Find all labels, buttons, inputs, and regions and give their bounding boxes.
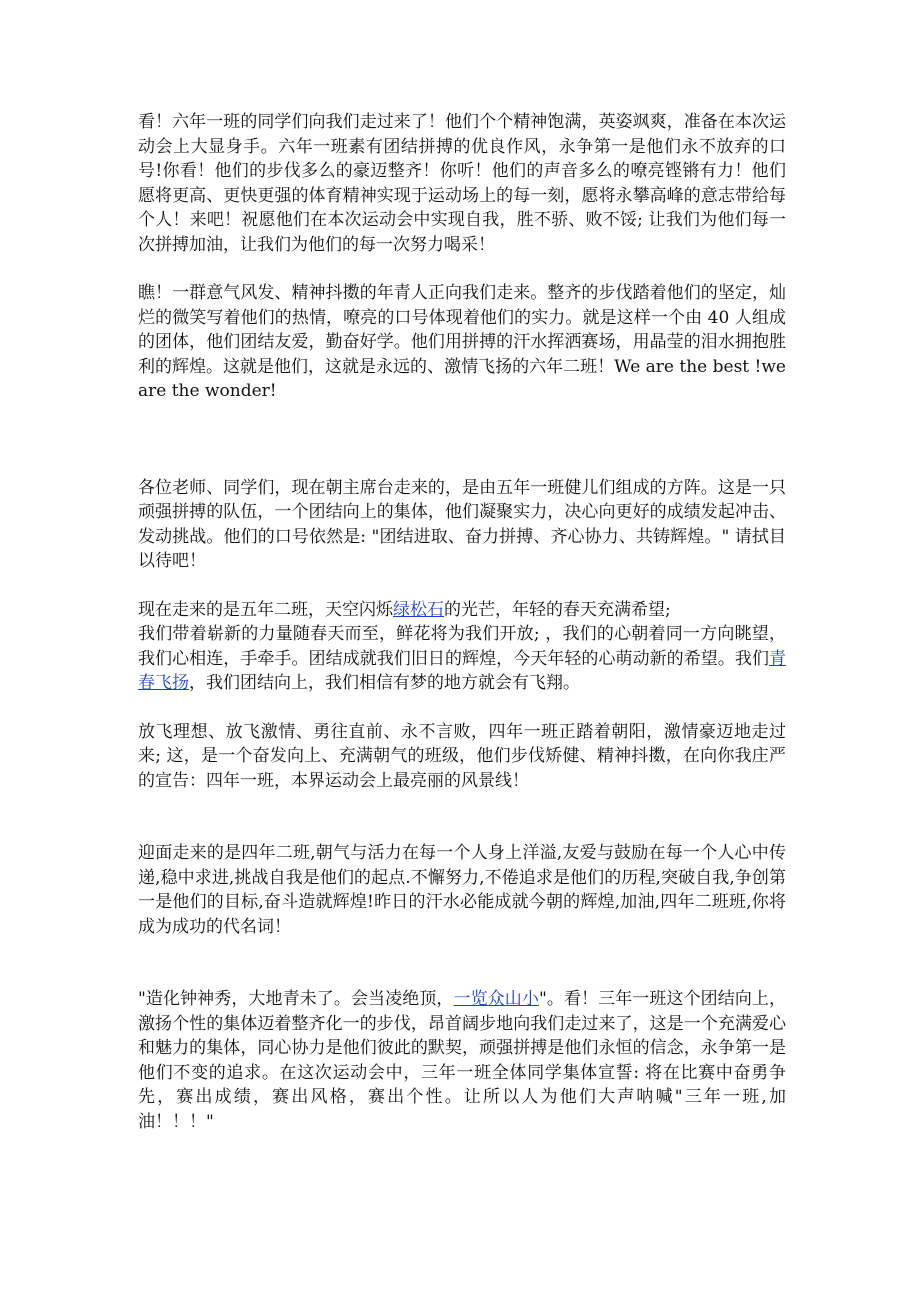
- paragraph-grade6-class1: [138, 110, 786, 257]
- paragraph-grade6-class2: [138, 281, 786, 404]
- mountain-poem-link[interactable]: 一览众山小: [453, 989, 539, 1009]
- paragraph-grade4-class1: [138, 720, 786, 794]
- paragraph-spacer: [138, 696, 786, 720]
- paragraph-grade3-class1: [138, 987, 786, 1134]
- paragraph-spacer: [138, 257, 786, 281]
- paragraph-text: 看！六年一班的同学们向我们走过来了！他们个个精神饱满，英姿飒爽，准备在本次运动会上大显身手。六年一班素有团结拼搏的优良作风，永争第一是他们永不放弃的口号!你看！他们的步伐多么的豪迈整齐！你听！他们的声音多么的嘹亮铿锵有力！他们愿将更高、更快更强的体育精神实现于运动场上的每一刻，愿将永攀高峰的意志带给每个人！来吧！祝愿他们在本次运动会中实现自我，胜不骄、败不馁; 让我们为他们每一次拼搏加油，让我们为他们的每一次努力喝采！: [138, 112, 786, 255]
- paragraph-grade4-class2: [138, 841, 786, 939]
- document-body: [138, 110, 786, 1134]
- paragraph-spacer: [138, 574, 786, 598]
- turquoise-link[interactable]: 绿松石: [393, 599, 444, 620]
- paragraph-spacer: [138, 404, 786, 476]
- youth-link[interactable]: 青春飞扬: [138, 648, 786, 693]
- paragraph-text: 现在走来的是五年二班，天空闪烁: [138, 599, 393, 620]
- paragraph-text: 我们带着崭新的力量随春天而至，鲜花将为我们开放; ，我们的心朝着同一方向眺望，我们心相连，手牵手。团结成就我们旧日的辉煌，今天年轻的心萌动新的希望。我们: [138, 624, 786, 669]
- paragraph-grade5-class2: [138, 598, 786, 696]
- paragraph-text: ，我们团结向上，我们相信有梦的地方就会有飞翔。: [189, 673, 580, 693]
- paragraph-text: 瞧！一群意气风发、精神抖擞的年青人正向我们走来。整齐的步伐踏着他们的坚定，灿烂的微笑写着他们的热情，嘹亮的口号体现着他们的实力。就是这样一个由 40 人组成的团体，他们团结友爱，勤奋好学。他们用拼搏的汗水挥洒赛场，用晶莹的泪水拥抱胜利的辉煌。这就是他们，这就是永远的、激情飞扬的六年二班！We are the best !we are the wonder!: [138, 283, 786, 401]
- paragraph-text: 迎面走来的是四年二班,朝气与活力在每一个人身上洋溢,友爱与鼓励在每一个人心中传递,稳中求进,挑战自我是他们的起点.不懈努力,不倦追求是他们的历程,突破自我,争创第一是他们的目标,奋斗造就辉煌!昨日的汗水必能成就今朝的辉煌,加油,四年二班班,你将成为成功的代名词！: [138, 843, 786, 937]
- paragraph-text: "。看！三年一班这个团结向上，激扬个性的集体迈着整齐化一的步伐，昂首阔步地向我们走过来了，这是一个充满爱心和魅力的集体，同心协力是他们彼此的默契，顽强拼搏是他们永恒的信念，永争第一是他们不变的追求。在这次运动会中，三年一班全体同学集体宣誓: 将在比赛中奋勇争先，赛出成绩，赛出风格，赛出个性。让所以人为他们大声呐喊"三年一班,加油！！！": [138, 989, 787, 1132]
- paragraph-text: 各位老师、同学们，现在朝主席台走来的，是由五年一班健儿们组成的方阵。这是一只顽强拼搏的队伍，一个团结向上的集体，他们凝聚实力，决心向更好的成绩发起冲击、发动挑战。他们的口号依然是: "团结进取、奋力拼搏、齐心协力、共铸辉煌。" 请拭目以待吧！: [138, 477, 786, 571]
- paragraph-spacer: [138, 939, 786, 987]
- paragraph-text: 的光芒，年轻的春天充满希望;: [444, 599, 671, 620]
- paragraph-spacer: [138, 793, 786, 841]
- paragraph-text: "造化钟神秀，大地青未了。会当凌绝顶，: [138, 989, 454, 1009]
- paragraph-grade5-class1: [138, 476, 786, 574]
- paragraph-text: 放飞理想、放飞激情、勇往直前、永不言败，四年一班正踏着朝阳，激情豪迈地走过来; 这，是一个奋发向上、充满朝气的班级，他们步伐矫健、精神抖擞，在向你我庄严的宣告：四年一班，本界运动会上最亮丽的风景线！: [138, 721, 786, 791]
